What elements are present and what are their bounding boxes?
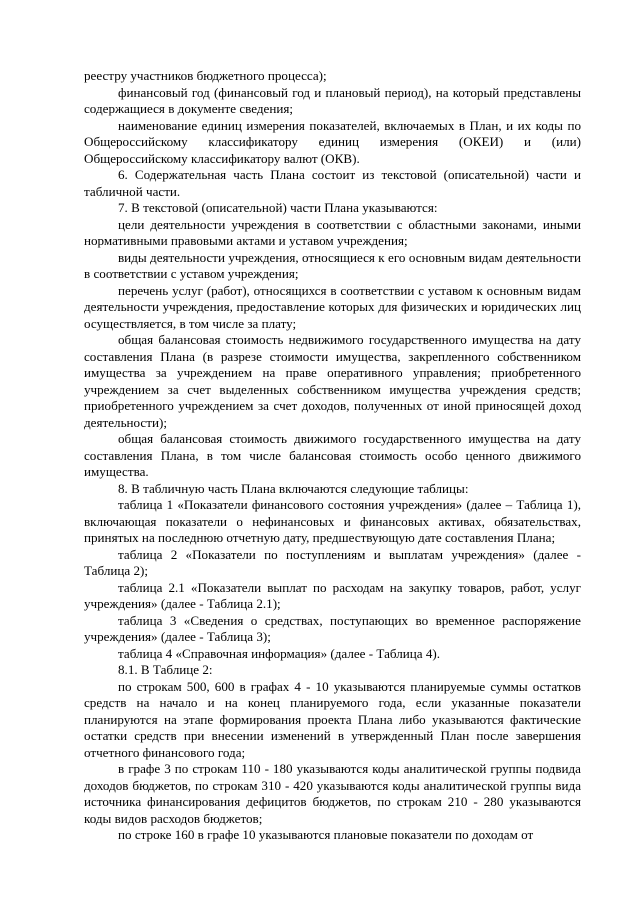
paragraph: по строке 160 в графе 10 указываются плановые показатели по доходам от xyxy=(118,827,534,842)
paragraph: реестру участников бюджетного процесса); xyxy=(84,68,327,83)
paragraph: таблица 3 «Сведения о средствах, поступающих во временное распоряжение учреждения» (далее - Таблица 3); xyxy=(84,612,581,644)
paragraph: финансовый год (финансовый год и плановый период), на который представлены содержащиеся в документе сведения; xyxy=(84,84,581,116)
paragraph: общая балансовая стоимость движимого государственного имущества на дату составления Плана, в том числе балансовая стоимость особо ценного движимого имущества. xyxy=(84,431,581,479)
paragraph: цели деятельности учреждения в соответствии с областными законами, иными нормативными правовыми актами и уставом учреждения; xyxy=(84,216,581,248)
paragraph: 8.1. В Таблице 2: xyxy=(118,662,213,677)
paragraph: по строкам 500, 600 в графах 4 - 10 указываются планируемые суммы остатков средств на начало и на конец планируемого года, если указанные показатели планируются на этапе формирования проекта Плана либо указываются фактические остатки средств при внесении изменений в утвержденный План после завершения отчетного финансового года; xyxy=(84,678,581,760)
paragraph: таблица 2.1 «Показатели выплат по расходам на закупку товаров, работ, услуг учреждения» (далее - Таблица 2.1); xyxy=(84,579,581,611)
paragraph: таблица 1 «Показатели финансового состояния учреждения» (далее – Таблица 1), включающая показатели о нефинансовых и финансовых активах, обязательствах, принятых на последнюю отчетную дату, предшествующую дате составления Плана; xyxy=(84,497,581,545)
paragraph: наименование единиц измерения показателей, включаемых в План, и их коды по Общероссийскому классификатору единиц измерения (ОКЕИ) и (или) Общероссийскому классификатору валют (ОКВ). xyxy=(84,117,581,166)
paragraph: 8. В табличную часть Плана включаются следующие таблицы: xyxy=(118,480,469,496)
paragraph: перечень услуг (работ), относящихся в соответствии с уставом к основным видам деятельности учреждения, предоставление которых для физических и юридических лиц осуществляется, в том числе за плату; xyxy=(84,282,581,331)
paragraph: виды деятельности учреждения, относящиеся к его основным видам деятельности в соответствии с уставом учреждения; xyxy=(84,249,581,281)
paragraph: 7. В текстовой (описательной) части Плана указываются: xyxy=(118,200,438,215)
paragraph: общая балансовая стоимость недвижимого государственного имущества на дату составления Плана (в разрезе стоимости имущества, закрепленного собственником имущества за учреждением на праве оперативного управления; приобретенного учреждением за счет выделенных собственником имущества учреждения средств; приобретенного учреждением за счет доходов, полученных от иной приносящей доход деятельности); xyxy=(84,332,581,430)
paragraph: 6. Содержательная часть Плана состоит из текстовой (описательной) части и табличной части. xyxy=(84,167,581,199)
paragraph: таблица 2 «Показатели по поступлениям и выплатам учреждения» (далее - Таблица 2); xyxy=(84,546,581,578)
document-page xyxy=(84,68,581,844)
paragraph: таблица 4 «Справочная информация» (далее - Таблица 4). xyxy=(118,645,441,661)
paragraph: в графе 3 по строкам 110 - 180 указываются коды аналитической группы подвида доходов бюджетов, по строкам 310 - 420 указываются коды аналитической группы вида источника финансирования дефицитов бюджетов, по строкам 210 - 280 указываются коды видов расходов бюджетов; xyxy=(84,761,581,826)
